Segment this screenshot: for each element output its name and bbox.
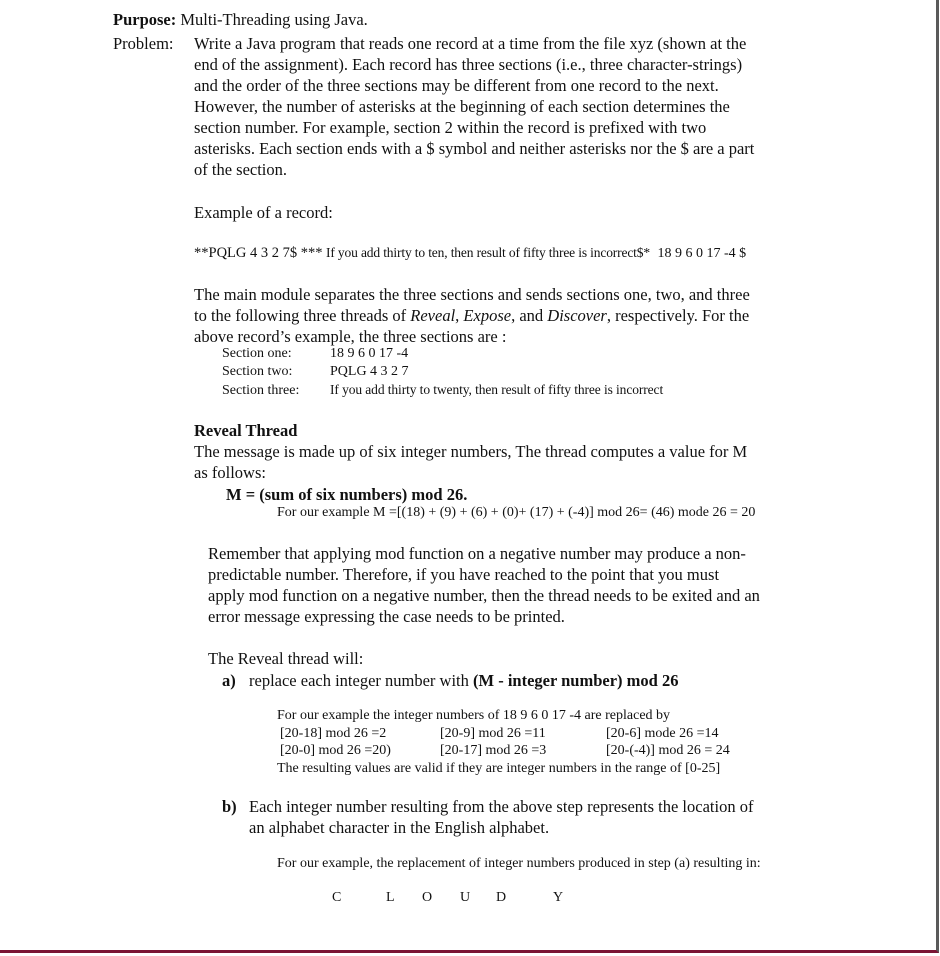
reveal-thread-line: The message is made up of six integer numbers, The thread computes a value for M — [194, 442, 748, 461]
section-label: Section three: — [222, 383, 300, 398]
step-a-marker: a) — [222, 671, 236, 690]
thread-name-expose: Expose — [463, 306, 512, 325]
main-module-line: above record’s example, the three sections are : — [194, 327, 507, 346]
section-value: 18 9 6 0 17 -4 — [330, 346, 409, 361]
reveal-thread-heading: Reveal Thread — [194, 421, 298, 440]
problem-label: Problem: — [113, 34, 174, 53]
section-label: Section one: — [222, 346, 292, 361]
step-a-calc: [20-18] mod 26 =2 — [280, 726, 387, 741]
step-a-calc: [20-(-4)] mod 26 = 24 — [606, 743, 730, 758]
section-label: Section two: — [222, 364, 293, 379]
record-example — [194, 244, 746, 263]
reveal-thread-line: as follows: — [194, 463, 266, 482]
step-a-note: The resulting values are valid if they are integer numbers in the range of [0-25] — [277, 761, 721, 776]
record-part-2: If you add thirty to ten, then result of fifty three is incorrect$* — [326, 245, 650, 260]
main-module-text: to the following three threads of — [194, 306, 411, 325]
example-heading: Example of a record: — [194, 203, 333, 222]
step-a-calc: [20-17] mod 26 =3 — [440, 743, 547, 758]
problem-line: Write a Java program that reads one record at a time from the file xyz (shown at the — [194, 34, 747, 53]
problem-line: However, the number of asterisks at the beginning of each section determines the — [194, 97, 730, 116]
step-a-text-plain: replace each integer number with — [249, 671, 474, 690]
step-b-line: an alphabet character in the English alphabet. — [249, 818, 550, 837]
result-letter: D — [496, 890, 507, 905]
step-a-text-bold: (M - integer number) mod 26 — [473, 671, 679, 690]
record-part-3: 18 9 6 0 17 -4 $ — [657, 246, 747, 261]
problem-line: asterisks. Each section ends with a $ symbol and neither asterisks nor the $ are a part — [194, 139, 755, 158]
main-module-sep: , and — [511, 306, 548, 325]
step-a-calc: [20-9] mod 26 =11 — [440, 726, 546, 741]
remember-line: error message expressing the case needs to be printed. — [208, 607, 565, 626]
result-letter: L — [386, 890, 395, 905]
section-value: If you add thirty to twenty, then result of fifty three is incorrect — [330, 382, 664, 397]
remember-line: apply mod function on a negative number, then the thread needs to be exited and an — [208, 586, 760, 605]
problem-line: section number. For example, section 2 within the record is prefixed with two — [194, 118, 707, 137]
purpose-text: Multi-Threading using Java. — [180, 10, 368, 29]
main-module-text: , respectively. For the — [606, 306, 750, 325]
remember-line: Remember that applying mod function on a negative number may produce a non- — [208, 544, 746, 563]
step-a-text — [249, 670, 678, 691]
main-module-sep: , — [455, 306, 464, 325]
section-row — [222, 363, 409, 381]
result-letter: Y — [553, 890, 564, 905]
main-module-line-2 — [194, 305, 749, 326]
problem-line: and the order of the three sections may be different from one record to the next. — [194, 76, 719, 95]
reveal-formula: M = (sum of six numbers) mod 26. — [226, 485, 468, 504]
result-letter: C — [332, 890, 342, 905]
reveal-formula-example: For our example M =[(18) + (9) + (6) + (0)+ (17) + (-4)] mod 26= (46) mode 26 = 20 — [277, 505, 756, 520]
purpose-label: Purpose: — [113, 10, 177, 29]
main-module-line: The main module separates the three sections and sends sections one, two, and three — [194, 285, 750, 304]
section-value: PQLG 4 3 2 7 — [330, 364, 409, 379]
record-part-1: **PQLG 4 3 2 7$ *** — [194, 245, 323, 261]
reveal-will-line: The Reveal thread will: — [208, 649, 364, 668]
step-b-example: For our example, the replacement of integer numbers produced in step (a) resulting in: — [277, 856, 761, 871]
purpose-line — [113, 9, 368, 30]
thread-name-reveal: Reveal — [410, 306, 456, 325]
section-row — [222, 381, 663, 400]
step-a-intro: For our example the integer numbers of 18 9 6 0 17 -4 are replaced by — [277, 708, 671, 723]
section-row — [222, 345, 408, 363]
step-b-line: Each integer number resulting from the above step represents the location of — [249, 797, 754, 816]
result-letter: O — [422, 890, 433, 905]
problem-line: of the section. — [194, 160, 288, 179]
thread-name-discover: Discover — [547, 306, 607, 325]
remember-line: predictable number. Therefore, if you have reached to the point that you must — [208, 565, 720, 584]
step-a-calc: [20-6] mode 26 =14 — [606, 726, 719, 741]
step-b-marker: b) — [222, 797, 237, 816]
problem-line: end of the assignment). Each record has three sections (i.e., three character-strings) — [194, 55, 743, 74]
result-letter: U — [460, 890, 471, 905]
step-a-calc: [20-0] mod 26 =20) — [280, 743, 391, 758]
